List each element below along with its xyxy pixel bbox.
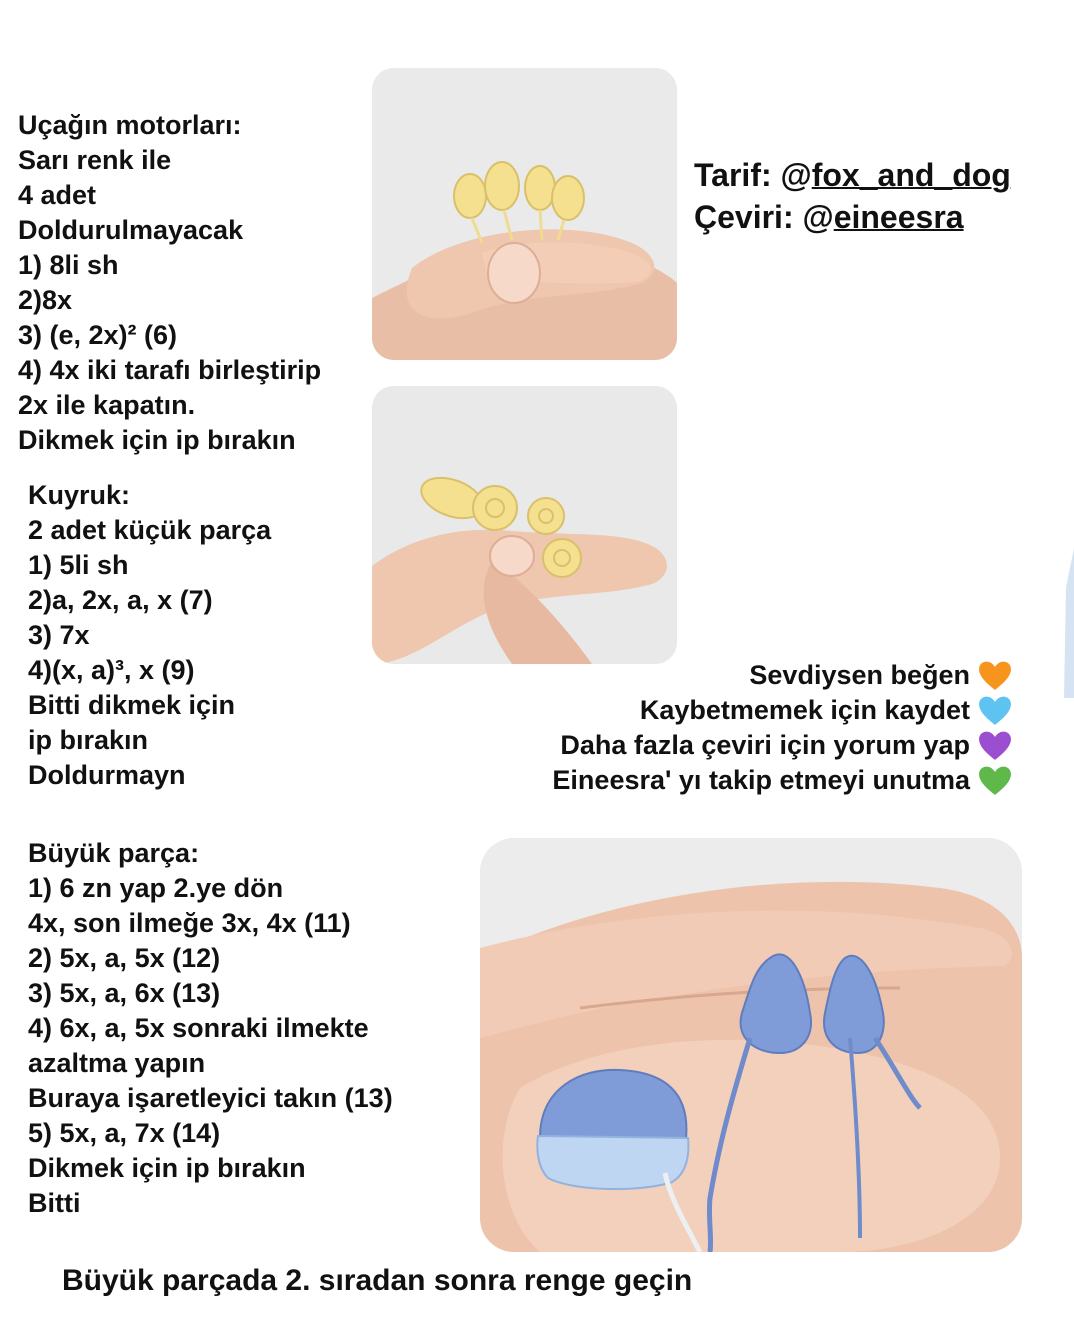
orange-heart-icon <box>978 660 1012 692</box>
translation-handle-link[interactable]: eineesra <box>833 199 964 235</box>
engines-line: 2)8x <box>18 285 73 315</box>
heart-shape <box>979 661 1011 689</box>
tail-line: 2)a, 2x, a, x (7) <box>28 585 213 615</box>
cta-follow-text: Eineesra' yı takip etmeyi unutma <box>552 765 970 795</box>
translation-credit <box>694 196 1011 238</box>
big-piece-line: Bitti <box>28 1188 81 1218</box>
cta-comment-text: Daha fazla çeviri için yorum yap <box>560 730 970 760</box>
tail-line: Doldurmayn <box>28 760 186 790</box>
credits <box>694 154 1011 238</box>
engines-line: Doldurulmayacak <box>18 215 244 245</box>
edge-decoration <box>1062 548 1074 698</box>
tail-line: 1) 5li sh <box>28 550 129 580</box>
cta-follow <box>552 763 1012 798</box>
big-piece-line: 2) 5x, a, 5x (12) <box>28 943 221 973</box>
big-piece-instructions <box>28 836 393 1221</box>
cta-like-text: Sevdiysen beğen <box>749 660 970 690</box>
big-piece-line: 5) 5x, a, 7x (14) <box>28 1118 221 1148</box>
engines-line: 1) 8li sh <box>18 250 119 280</box>
green-heart-icon <box>978 765 1012 797</box>
blue-heart-icon <box>978 695 1012 727</box>
cta-save <box>552 693 1012 728</box>
heart-shape <box>979 766 1011 794</box>
engines-line: 3) (e, 2x)² (6) <box>18 320 178 350</box>
engines-line: 4 adet <box>18 180 97 210</box>
purple-heart-icon <box>978 730 1012 762</box>
big-piece-line: 4x, son ilmeğe 3x, 4x (11) <box>28 908 351 938</box>
big-piece-photo <box>480 838 1022 1252</box>
tail-line: Bitti dikmek için <box>28 690 236 720</box>
tail-line: 3) 7x <box>28 620 90 650</box>
engines-line: 4) 4x iki tarafı birleştirip <box>18 355 322 385</box>
recipe-credit <box>694 154 1011 196</box>
heart-shape <box>979 696 1011 724</box>
big-piece-photo-illustration <box>480 838 1022 1252</box>
big-piece-line: 4) 6x, a, 5x sonraki ilmekte <box>28 1013 369 1043</box>
translation-label: Çeviri: @ <box>694 199 834 235</box>
engines-line: Dikmek için ip bırakın <box>18 425 296 455</box>
heart-shape <box>979 731 1011 759</box>
engines-line: 2x ile kapatın. <box>18 390 196 420</box>
footer-note: Büyük parçada 2. sıradan sonra renge geçin <box>62 1264 693 1297</box>
call-to-action <box>552 658 1012 798</box>
engines-photo-illustration <box>372 68 677 360</box>
engines-title: Uçağın motorları: <box>18 110 242 140</box>
tail-line: 2 adet küçük parça <box>28 515 272 545</box>
big-piece-line: 3) 5x, a, 6x (13) <box>28 978 221 1008</box>
tail-line: ip bırakın <box>28 725 149 755</box>
big-piece-line: Buraya işaretleyici takın (13) <box>28 1083 393 1113</box>
big-piece-line: 1) 6 zn yap 2.ye dön <box>28 873 284 903</box>
tail-photo <box>372 386 677 664</box>
tail-line: 4)(x, a)³, x (9) <box>28 655 195 685</box>
big-piece-line: azaltma yapın <box>28 1048 206 1078</box>
tail-title: Kuyruk: <box>28 480 131 510</box>
cta-comment <box>552 728 1012 763</box>
big-piece-title: Büyük parça: <box>28 838 200 868</box>
engines-photo <box>372 68 677 360</box>
engines-instructions <box>18 108 321 458</box>
recipe-handle-link[interactable]: fox_and_dog <box>811 157 1011 193</box>
recipe-label: Tarif: @ <box>694 157 812 193</box>
big-piece-line: Dikmek için ip bırakın <box>28 1153 306 1183</box>
cta-save-text: Kaybetmemek için kaydet <box>639 695 970 725</box>
engines-line: Sarı renk ile <box>18 145 172 175</box>
tail-instructions <box>28 478 271 793</box>
tail-photo-illustration <box>372 386 677 664</box>
